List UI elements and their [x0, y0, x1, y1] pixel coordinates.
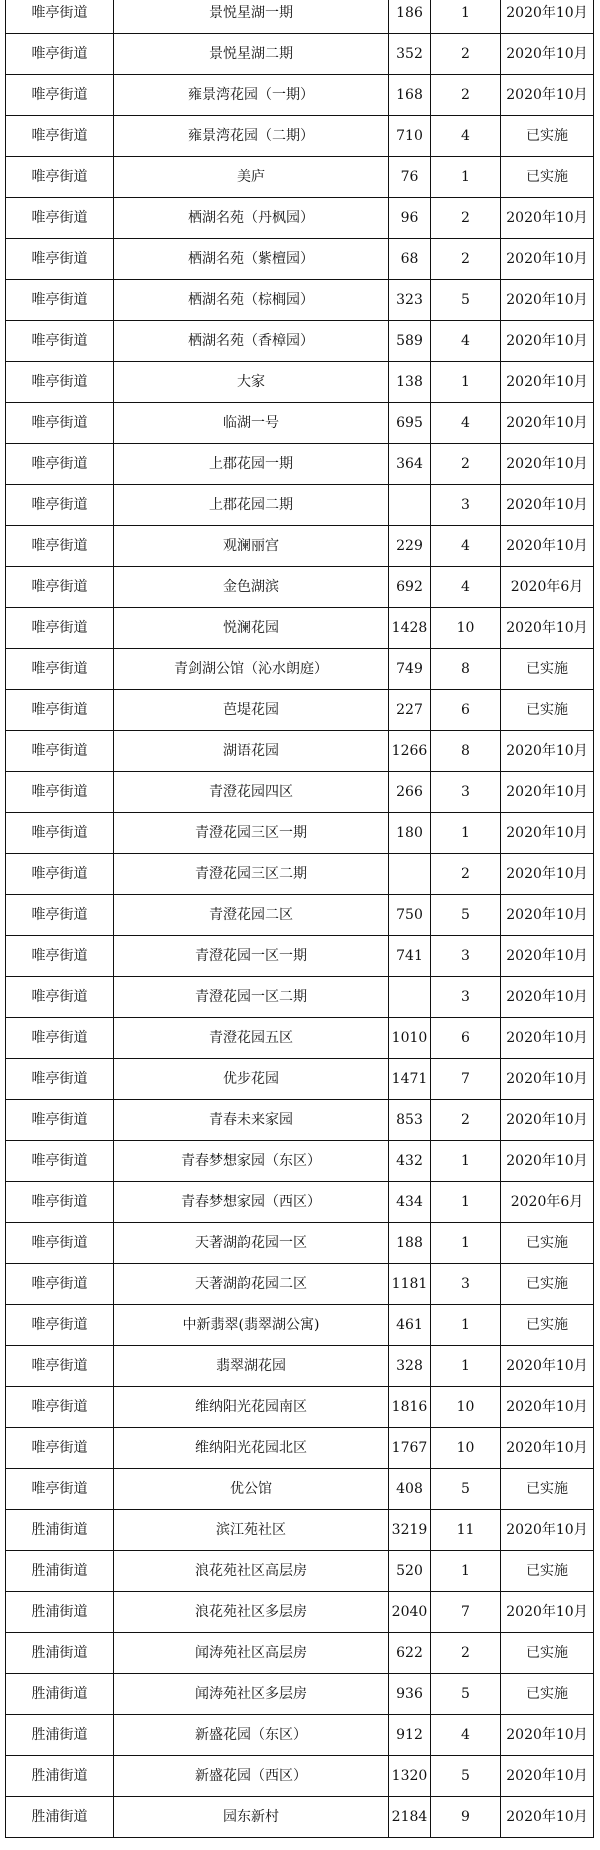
street-cell: 唯亭街道: [6, 1387, 114, 1428]
date-cell: 2020年10月: [501, 403, 594, 444]
households-cell: 328: [389, 1346, 431, 1387]
date-cell: 2020年10月: [501, 772, 594, 813]
community-cell: 芭堤花园: [114, 690, 389, 731]
count-cell: 1: [431, 1346, 501, 1387]
count-cell: 1: [431, 157, 501, 198]
street-cell: 唯亭街道: [6, 1223, 114, 1264]
households-cell: 692: [389, 567, 431, 608]
community-cell: 浪花苑社区多层房: [114, 1592, 389, 1633]
table-row: [6, 649, 594, 690]
community-cell: 景悦星湖一期: [114, 0, 389, 34]
date-cell: 2020年10月: [501, 895, 594, 936]
households-cell: 461: [389, 1305, 431, 1346]
community-cell: 闻涛苑社区高层房: [114, 1633, 389, 1674]
table-row: [6, 608, 594, 649]
date-cell: 已实施: [501, 1264, 594, 1305]
date-cell: 2020年10月: [501, 34, 594, 75]
count-cell: 2: [431, 75, 501, 116]
table-row: [6, 280, 594, 321]
date-cell: 2020年6月: [501, 1182, 594, 1223]
table-row: [6, 813, 594, 854]
count-cell: 5: [431, 280, 501, 321]
households-cell: 352: [389, 34, 431, 75]
date-cell: 2020年10月: [501, 239, 594, 280]
count-cell: 1: [431, 362, 501, 403]
count-cell: 1: [431, 0, 501, 34]
households-cell: 96: [389, 198, 431, 239]
households-cell: 1767: [389, 1428, 431, 1469]
households-cell: 1010: [389, 1018, 431, 1059]
count-cell: 2: [431, 854, 501, 895]
households-cell: 853: [389, 1100, 431, 1141]
table-row: [6, 198, 594, 239]
table-row: [6, 1059, 594, 1100]
community-cell: 青澄花园一区一期: [114, 936, 389, 977]
street-cell: 唯亭街道: [6, 1264, 114, 1305]
households-cell: 1816: [389, 1387, 431, 1428]
community-cell: 闻涛苑社区多层房: [114, 1674, 389, 1715]
community-cell: 栖湖名苑（香樟园）: [114, 321, 389, 362]
community-cell: 金色湖滨: [114, 567, 389, 608]
households-cell: 695: [389, 403, 431, 444]
date-cell: 2020年10月: [501, 1510, 594, 1551]
date-cell: 2020年6月: [501, 567, 594, 608]
table-row: [6, 772, 594, 813]
households-cell: 622: [389, 1633, 431, 1674]
households-cell: 1266: [389, 731, 431, 772]
community-cell: 栖湖名苑（紫檀园）: [114, 239, 389, 280]
table-row: [6, 157, 594, 198]
count-cell: 10: [431, 1387, 501, 1428]
date-cell: 2020年10月: [501, 1059, 594, 1100]
street-cell: 唯亭街道: [6, 75, 114, 116]
date-cell: 2020年10月: [501, 1387, 594, 1428]
date-cell: 2020年10月: [501, 854, 594, 895]
street-cell: 唯亭街道: [6, 1141, 114, 1182]
households-cell: 432: [389, 1141, 431, 1182]
community-cell: 青澄花园四区: [114, 772, 389, 813]
community-cell: 维纳阳光花园南区: [114, 1387, 389, 1428]
table-row: [6, 1715, 594, 1756]
table-row: [6, 977, 594, 1018]
street-cell: 唯亭街道: [6, 526, 114, 567]
households-cell: 434: [389, 1182, 431, 1223]
count-cell: 9: [431, 1797, 501, 1838]
community-cell: 悦澜花园: [114, 608, 389, 649]
households-cell: 68: [389, 239, 431, 280]
count-cell: 1: [431, 1141, 501, 1182]
households-cell: 710: [389, 116, 431, 157]
date-cell: 已实施: [501, 1305, 594, 1346]
count-cell: 3: [431, 1264, 501, 1305]
community-cell: 雍景湾花园（一期）: [114, 75, 389, 116]
table-row: [6, 1756, 594, 1797]
street-cell: 唯亭街道: [6, 772, 114, 813]
date-cell: 已实施: [501, 157, 594, 198]
households-cell: 408: [389, 1469, 431, 1510]
street-cell: 唯亭街道: [6, 1469, 114, 1510]
community-cell: 栖湖名苑（丹枫园）: [114, 198, 389, 239]
community-cell: 临湖一号: [114, 403, 389, 444]
community-cell: 青澄花园五区: [114, 1018, 389, 1059]
community-cell: 上郡花园一期: [114, 444, 389, 485]
table-row: [6, 444, 594, 485]
count-cell: 7: [431, 1592, 501, 1633]
count-cell: 7: [431, 1059, 501, 1100]
street-cell: 唯亭街道: [6, 567, 114, 608]
households-cell: [389, 854, 431, 895]
community-cell: 栖湖名苑（棕榈园）: [114, 280, 389, 321]
street-cell: 唯亭街道: [6, 198, 114, 239]
community-cell: 青春梦想家园（东区）: [114, 1141, 389, 1182]
street-cell: 唯亭街道: [6, 1059, 114, 1100]
count-cell: 3: [431, 936, 501, 977]
count-cell: 3: [431, 977, 501, 1018]
community-cell: 观澜丽宫: [114, 526, 389, 567]
table-row: [6, 1674, 594, 1715]
households-cell: [389, 485, 431, 526]
table-row: [6, 936, 594, 977]
count-cell: 1: [431, 1305, 501, 1346]
table-row: [6, 1182, 594, 1223]
count-cell: 10: [431, 608, 501, 649]
street-cell: 唯亭街道: [6, 813, 114, 854]
street-cell: 唯亭街道: [6, 649, 114, 690]
community-cell: 天著湖韵花园二区: [114, 1264, 389, 1305]
households-cell: 168: [389, 75, 431, 116]
date-cell: 2020年10月: [501, 1018, 594, 1059]
street-cell: 唯亭街道: [6, 157, 114, 198]
table-row: [6, 1797, 594, 1838]
street-cell: 胜浦街道: [6, 1551, 114, 1592]
households-cell: 1181: [389, 1264, 431, 1305]
table-row: [6, 1592, 594, 1633]
table-row: [6, 1141, 594, 1182]
street-cell: 唯亭街道: [6, 1018, 114, 1059]
street-cell: 唯亭街道: [6, 444, 114, 485]
table-row: [6, 1264, 594, 1305]
street-cell: 唯亭街道: [6, 239, 114, 280]
count-cell: 3: [431, 485, 501, 526]
street-cell: 唯亭街道: [6, 690, 114, 731]
households-cell: 1320: [389, 1756, 431, 1797]
community-cell: 青澄花园三区一期: [114, 813, 389, 854]
street-cell: 唯亭街道: [6, 116, 114, 157]
community-cell: 景悦星湖二期: [114, 34, 389, 75]
street-cell: 唯亭街道: [6, 403, 114, 444]
date-cell: 2020年10月: [501, 813, 594, 854]
street-cell: 唯亭街道: [6, 362, 114, 403]
date-cell: 已实施: [501, 1633, 594, 1674]
table-row: [6, 731, 594, 772]
community-cell: 天著湖韵花园一区: [114, 1223, 389, 1264]
date-cell: 2020年10月: [501, 1797, 594, 1838]
date-cell: 2020年10月: [501, 1141, 594, 1182]
street-cell: 胜浦街道: [6, 1592, 114, 1633]
street-cell: 唯亭街道: [6, 1305, 114, 1346]
community-cell: 中新翡翠(翡翠湖公寓): [114, 1305, 389, 1346]
count-cell: 4: [431, 116, 501, 157]
date-cell: 2020年10月: [501, 526, 594, 567]
street-cell: 胜浦街道: [6, 1674, 114, 1715]
date-cell: 2020年10月: [501, 977, 594, 1018]
date-cell: 2020年10月: [501, 1592, 594, 1633]
street-cell: 唯亭街道: [6, 34, 114, 75]
table-row: [6, 1100, 594, 1141]
households-cell: 1471: [389, 1059, 431, 1100]
households-cell: 323: [389, 280, 431, 321]
date-cell: 2020年10月: [501, 608, 594, 649]
households-cell: 520: [389, 1551, 431, 1592]
count-cell: 11: [431, 1510, 501, 1551]
street-cell: 唯亭街道: [6, 280, 114, 321]
community-cell: 翡翠湖花园: [114, 1346, 389, 1387]
street-cell: 唯亭街道: [6, 936, 114, 977]
table-row: [6, 116, 594, 157]
count-cell: 5: [431, 1469, 501, 1510]
households-cell: 1428: [389, 608, 431, 649]
date-cell: 2020年10月: [501, 1100, 594, 1141]
households-cell: 912: [389, 1715, 431, 1756]
count-cell: 5: [431, 1674, 501, 1715]
households-cell: 186: [389, 0, 431, 34]
community-cell: 优公馆: [114, 1469, 389, 1510]
community-cell: 滨江苑社区: [114, 1510, 389, 1551]
households-cell: 750: [389, 895, 431, 936]
table-row: [6, 1551, 594, 1592]
table-row: [6, 1469, 594, 1510]
table-row: [6, 690, 594, 731]
street-cell: 唯亭街道: [6, 485, 114, 526]
count-cell: 10: [431, 1428, 501, 1469]
count-cell: 1: [431, 1551, 501, 1592]
households-cell: 936: [389, 1674, 431, 1715]
table-row: [6, 1633, 594, 1674]
households-cell: 741: [389, 936, 431, 977]
count-cell: 6: [431, 690, 501, 731]
table-row: [6, 1387, 594, 1428]
table-row: [6, 1305, 594, 1346]
households-cell: 2040: [389, 1592, 431, 1633]
count-cell: 4: [431, 1715, 501, 1756]
street-cell: 唯亭街道: [6, 608, 114, 649]
date-cell: 2020年10月: [501, 936, 594, 977]
date-cell: 已实施: [501, 649, 594, 690]
community-cell: 优步花园: [114, 1059, 389, 1100]
community-table: [5, 0, 594, 1838]
date-cell: 已实施: [501, 1674, 594, 1715]
table-row: [6, 526, 594, 567]
community-cell: 园东新村: [114, 1797, 389, 1838]
street-cell: 唯亭街道: [6, 0, 114, 34]
table-row: [6, 362, 594, 403]
community-cell: 新盛花园（东区）: [114, 1715, 389, 1756]
table-row: [6, 895, 594, 936]
count-cell: 5: [431, 1756, 501, 1797]
households-cell: 229: [389, 526, 431, 567]
street-cell: 胜浦街道: [6, 1756, 114, 1797]
community-cell: 青剑湖公馆（沁水朗庭）: [114, 649, 389, 690]
count-cell: 4: [431, 567, 501, 608]
households-cell: [389, 977, 431, 1018]
street-cell: 唯亭街道: [6, 1100, 114, 1141]
count-cell: 2: [431, 444, 501, 485]
households-cell: 76: [389, 157, 431, 198]
community-cell: 新盛花园（西区）: [114, 1756, 389, 1797]
count-cell: 6: [431, 1018, 501, 1059]
households-cell: 188: [389, 1223, 431, 1264]
table-row: [6, 321, 594, 362]
date-cell: 2020年10月: [501, 731, 594, 772]
community-cell: 青春未来家园: [114, 1100, 389, 1141]
count-cell: 2: [431, 1633, 501, 1674]
street-cell: 唯亭街道: [6, 321, 114, 362]
date-cell: 2020年10月: [501, 1428, 594, 1469]
community-cell: 大家: [114, 362, 389, 403]
table-row: [6, 403, 594, 444]
households-cell: 364: [389, 444, 431, 485]
count-cell: 2: [431, 1100, 501, 1141]
date-cell: 2020年10月: [501, 485, 594, 526]
date-cell: 2020年10月: [501, 1346, 594, 1387]
date-cell: 2020年10月: [501, 280, 594, 321]
households-cell: 589: [389, 321, 431, 362]
community-cell: 湖语花园: [114, 731, 389, 772]
street-cell: 唯亭街道: [6, 731, 114, 772]
count-cell: 1: [431, 813, 501, 854]
street-cell: 胜浦街道: [6, 1633, 114, 1674]
date-cell: 2020年10月: [501, 362, 594, 403]
count-cell: 4: [431, 403, 501, 444]
count-cell: 8: [431, 731, 501, 772]
table-body: [6, 0, 594, 1838]
households-cell: 3219: [389, 1510, 431, 1551]
households-cell: 266: [389, 772, 431, 813]
count-cell: 4: [431, 526, 501, 567]
count-cell: 4: [431, 321, 501, 362]
street-cell: 胜浦街道: [6, 1510, 114, 1551]
street-cell: 唯亭街道: [6, 1428, 114, 1469]
count-cell: 2: [431, 198, 501, 239]
date-cell: 2020年10月: [501, 1756, 594, 1797]
street-cell: 唯亭街道: [6, 854, 114, 895]
date-cell: 已实施: [501, 1469, 594, 1510]
households-cell: 749: [389, 649, 431, 690]
table-row: [6, 854, 594, 895]
table-row: [6, 1018, 594, 1059]
date-cell: 已实施: [501, 1223, 594, 1264]
count-cell: 2: [431, 239, 501, 280]
community-cell: 青澄花园三区二期: [114, 854, 389, 895]
households-cell: 138: [389, 362, 431, 403]
community-cell: 维纳阳光花园北区: [114, 1428, 389, 1469]
table-row: [6, 1223, 594, 1264]
date-cell: 2020年10月: [501, 321, 594, 362]
street-cell: 胜浦街道: [6, 1715, 114, 1756]
table-row: [6, 485, 594, 526]
households-cell: 227: [389, 690, 431, 731]
date-cell: 已实施: [501, 1551, 594, 1592]
street-cell: 唯亭街道: [6, 1346, 114, 1387]
count-cell: 8: [431, 649, 501, 690]
table-row: [6, 1428, 594, 1469]
date-cell: 2020年10月: [501, 0, 594, 34]
count-cell: 1: [431, 1223, 501, 1264]
community-cell: 上郡花园二期: [114, 485, 389, 526]
households-cell: 180: [389, 813, 431, 854]
community-cell: 青澄花园二区: [114, 895, 389, 936]
count-cell: 1: [431, 1182, 501, 1223]
date-cell: 2020年10月: [501, 75, 594, 116]
date-cell: 已实施: [501, 116, 594, 157]
street-cell: 唯亭街道: [6, 977, 114, 1018]
table-row: [6, 567, 594, 608]
households-cell: 2184: [389, 1797, 431, 1838]
table-row: [6, 1346, 594, 1387]
community-cell: 青澄花园一区二期: [114, 977, 389, 1018]
table-row: [6, 0, 594, 34]
table-row: [6, 34, 594, 75]
street-cell: 唯亭街道: [6, 1182, 114, 1223]
table-row: [6, 1510, 594, 1551]
community-cell: 浪花苑社区高层房: [114, 1551, 389, 1592]
community-cell: 美庐: [114, 157, 389, 198]
street-cell: 唯亭街道: [6, 895, 114, 936]
count-cell: 2: [431, 34, 501, 75]
date-cell: 2020年10月: [501, 444, 594, 485]
count-cell: 3: [431, 772, 501, 813]
date-cell: 已实施: [501, 690, 594, 731]
street-cell: 胜浦街道: [6, 1797, 114, 1838]
table-row: [6, 75, 594, 116]
community-cell: 雍景湾花园（二期）: [114, 116, 389, 157]
table-row: [6, 239, 594, 280]
date-cell: 2020年10月: [501, 198, 594, 239]
count-cell: 5: [431, 895, 501, 936]
date-cell: 2020年10月: [501, 1715, 594, 1756]
community-cell: 青春梦想家园（西区）: [114, 1182, 389, 1223]
